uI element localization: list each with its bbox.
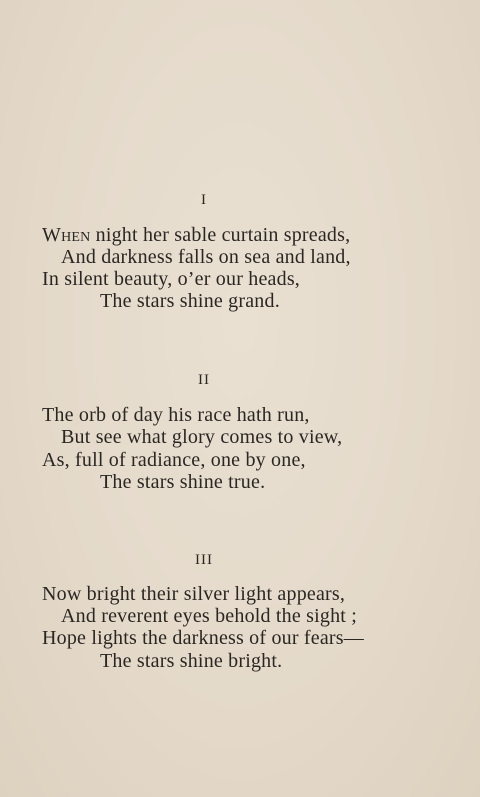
drop-word: When xyxy=(42,224,91,246)
stanza-1-line-4: The stars shine grand. xyxy=(100,290,280,312)
stanza-3-line-2: And reverent eyes behold the sight ; xyxy=(61,605,358,627)
stanza-2-line-4: The stars shine true. xyxy=(100,471,266,493)
stanza-1-line-3: In silent beauty, o’er our heads, xyxy=(42,268,300,290)
stanza-1-numeral: I xyxy=(201,192,207,208)
stanza-3-numeral: III xyxy=(195,552,213,568)
stanza-2-numeral: II xyxy=(198,372,210,388)
stanza-3-line-1: Now bright their silver light appears, xyxy=(42,583,346,605)
stanza-2-line-2: But see what glory comes to view, xyxy=(61,426,343,448)
stanza-3-line-3: Hope lights the darkness of our fears— xyxy=(42,627,364,649)
stanza-1-line-2: And darkness falls on sea and land, xyxy=(61,246,351,268)
stanza-1-line-1 xyxy=(42,224,350,246)
stanza-3-line-4: The stars shine bright. xyxy=(100,650,283,672)
stanza-2-line-3: As, full of radiance, one by one, xyxy=(42,449,306,471)
stanza-2-line-1: The orb of day his race hath run, xyxy=(42,404,310,426)
line-text: night her sable curtain spreads, xyxy=(90,224,351,246)
